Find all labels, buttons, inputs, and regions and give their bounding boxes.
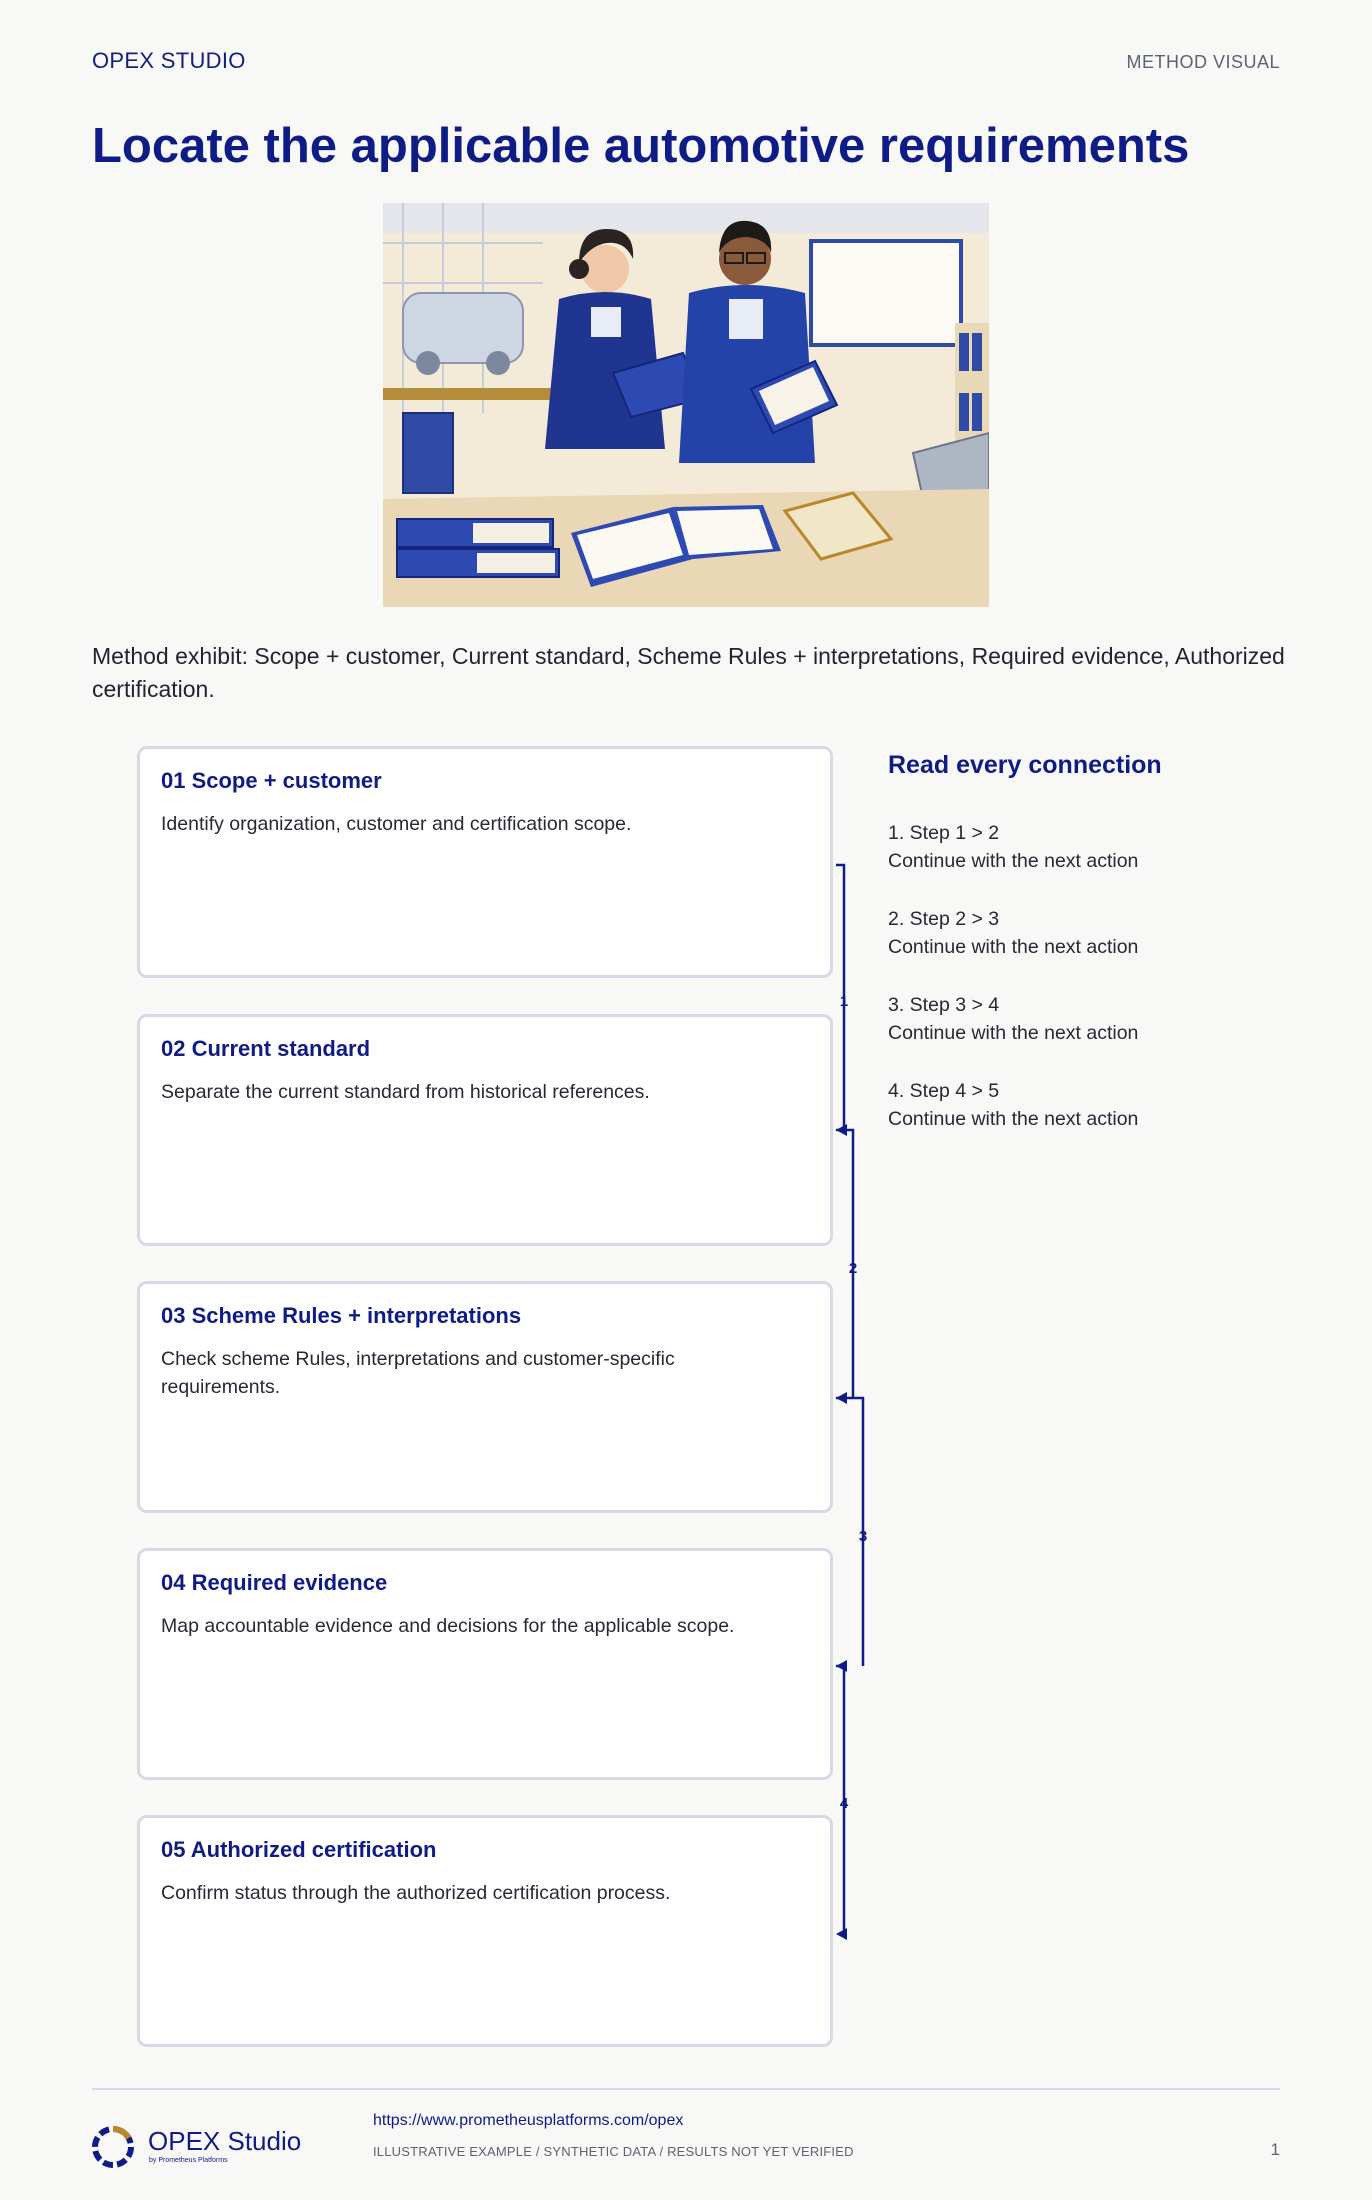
- step-description: Confirm status through the authorized certification process.: [161, 1882, 671, 1904]
- connector-4: [836, 1666, 849, 1940]
- step-title: 05 Authorized certification: [161, 1837, 437, 1862]
- connector-label: 2: [848, 1260, 858, 1277]
- connection-step: 1. Step 1 > 2: [888, 822, 1000, 844]
- footer-url-link[interactable]: https://www.prometheusplatforms.com/opex: [373, 2112, 684, 2129]
- connector-label: 4: [839, 1795, 849, 1812]
- logo-subtitle: by Prometheus Platforms: [149, 2157, 228, 2164]
- step-description: Check scheme Rules, interpretations and customer-specific requirements.: [161, 1348, 675, 1398]
- step-card-scope-customer: [137, 746, 833, 978]
- workers-reviewing-binders-illustration: [383, 203, 989, 607]
- logo-name: OPEX Studio: [148, 2126, 302, 2156]
- connection-note: Continue with the next action: [888, 850, 1139, 872]
- connection-note: Continue with the next action: [888, 1022, 1139, 1044]
- connector-3: [836, 1398, 867, 1672]
- step-card-authorized-certification: [137, 1815, 833, 2047]
- footer-divider: [92, 2088, 1280, 2090]
- connections-heading: Read every connection: [888, 751, 1162, 779]
- step-title: 02 Current standard: [161, 1036, 371, 1061]
- connection-item: [888, 905, 1308, 961]
- connection-item: [888, 991, 1308, 1047]
- arrowhead-icon: [836, 1392, 847, 1404]
- step-card-current-standard: [137, 1014, 833, 1246]
- page-number: 1: [1270, 2140, 1280, 2159]
- method-visual-label: METHOD VISUAL: [1126, 52, 1280, 72]
- step-description: Map accountable evidence and decisions for the applicable scope.: [161, 1615, 735, 1637]
- connector-1: [836, 865, 848, 1136]
- connection-step: 3. Step 3 > 4: [888, 994, 1000, 1016]
- step-card-scheme-rules: [137, 1281, 833, 1513]
- method-description: Method exhibit: Scope + customer, Current standard, Scheme Rules + interpretations, Required evidence, Authorized certification.: [92, 643, 1285, 702]
- step-description: Identify organization, customer and certification scope.: [161, 813, 632, 835]
- connection-item: [888, 1077, 1308, 1133]
- step-title: 03 Scheme Rules + interpretations: [161, 1303, 522, 1328]
- step-description: Separate the current standard from historical references.: [161, 1081, 650, 1103]
- opex-logo-icon: [90, 2124, 136, 2170]
- step-card-required-evidence: [137, 1548, 833, 1780]
- footer-disclaimer: ILLUSTRATIVE EXAMPLE / SYNTHETIC DATA / RESULTS NOT YET VERIFIED: [373, 2144, 854, 2159]
- arrowhead-icon: [836, 1124, 847, 1136]
- connector-label: 3: [858, 1528, 868, 1545]
- connection-step: 2. Step 2 > 3: [888, 908, 1000, 930]
- page-title: Locate the applicable automotive requirements: [92, 119, 1190, 173]
- step-title: 04 Required evidence: [161, 1570, 388, 1595]
- step-title: 01 Scope + customer: [161, 768, 382, 793]
- connector-label: 1: [839, 993, 849, 1010]
- brand-name: OPEX STUDIO: [92, 48, 246, 73]
- connection-step: 4. Step 4 > 5: [888, 1080, 1000, 1102]
- connection-note: Continue with the next action: [888, 1108, 1139, 1130]
- connection-item: [888, 819, 1308, 875]
- connector-2: [836, 1130, 857, 1404]
- arrowhead-icon: [836, 1928, 847, 1940]
- connection-note: Continue with the next action: [888, 936, 1139, 958]
- arrowhead-icon: [836, 1660, 847, 1672]
